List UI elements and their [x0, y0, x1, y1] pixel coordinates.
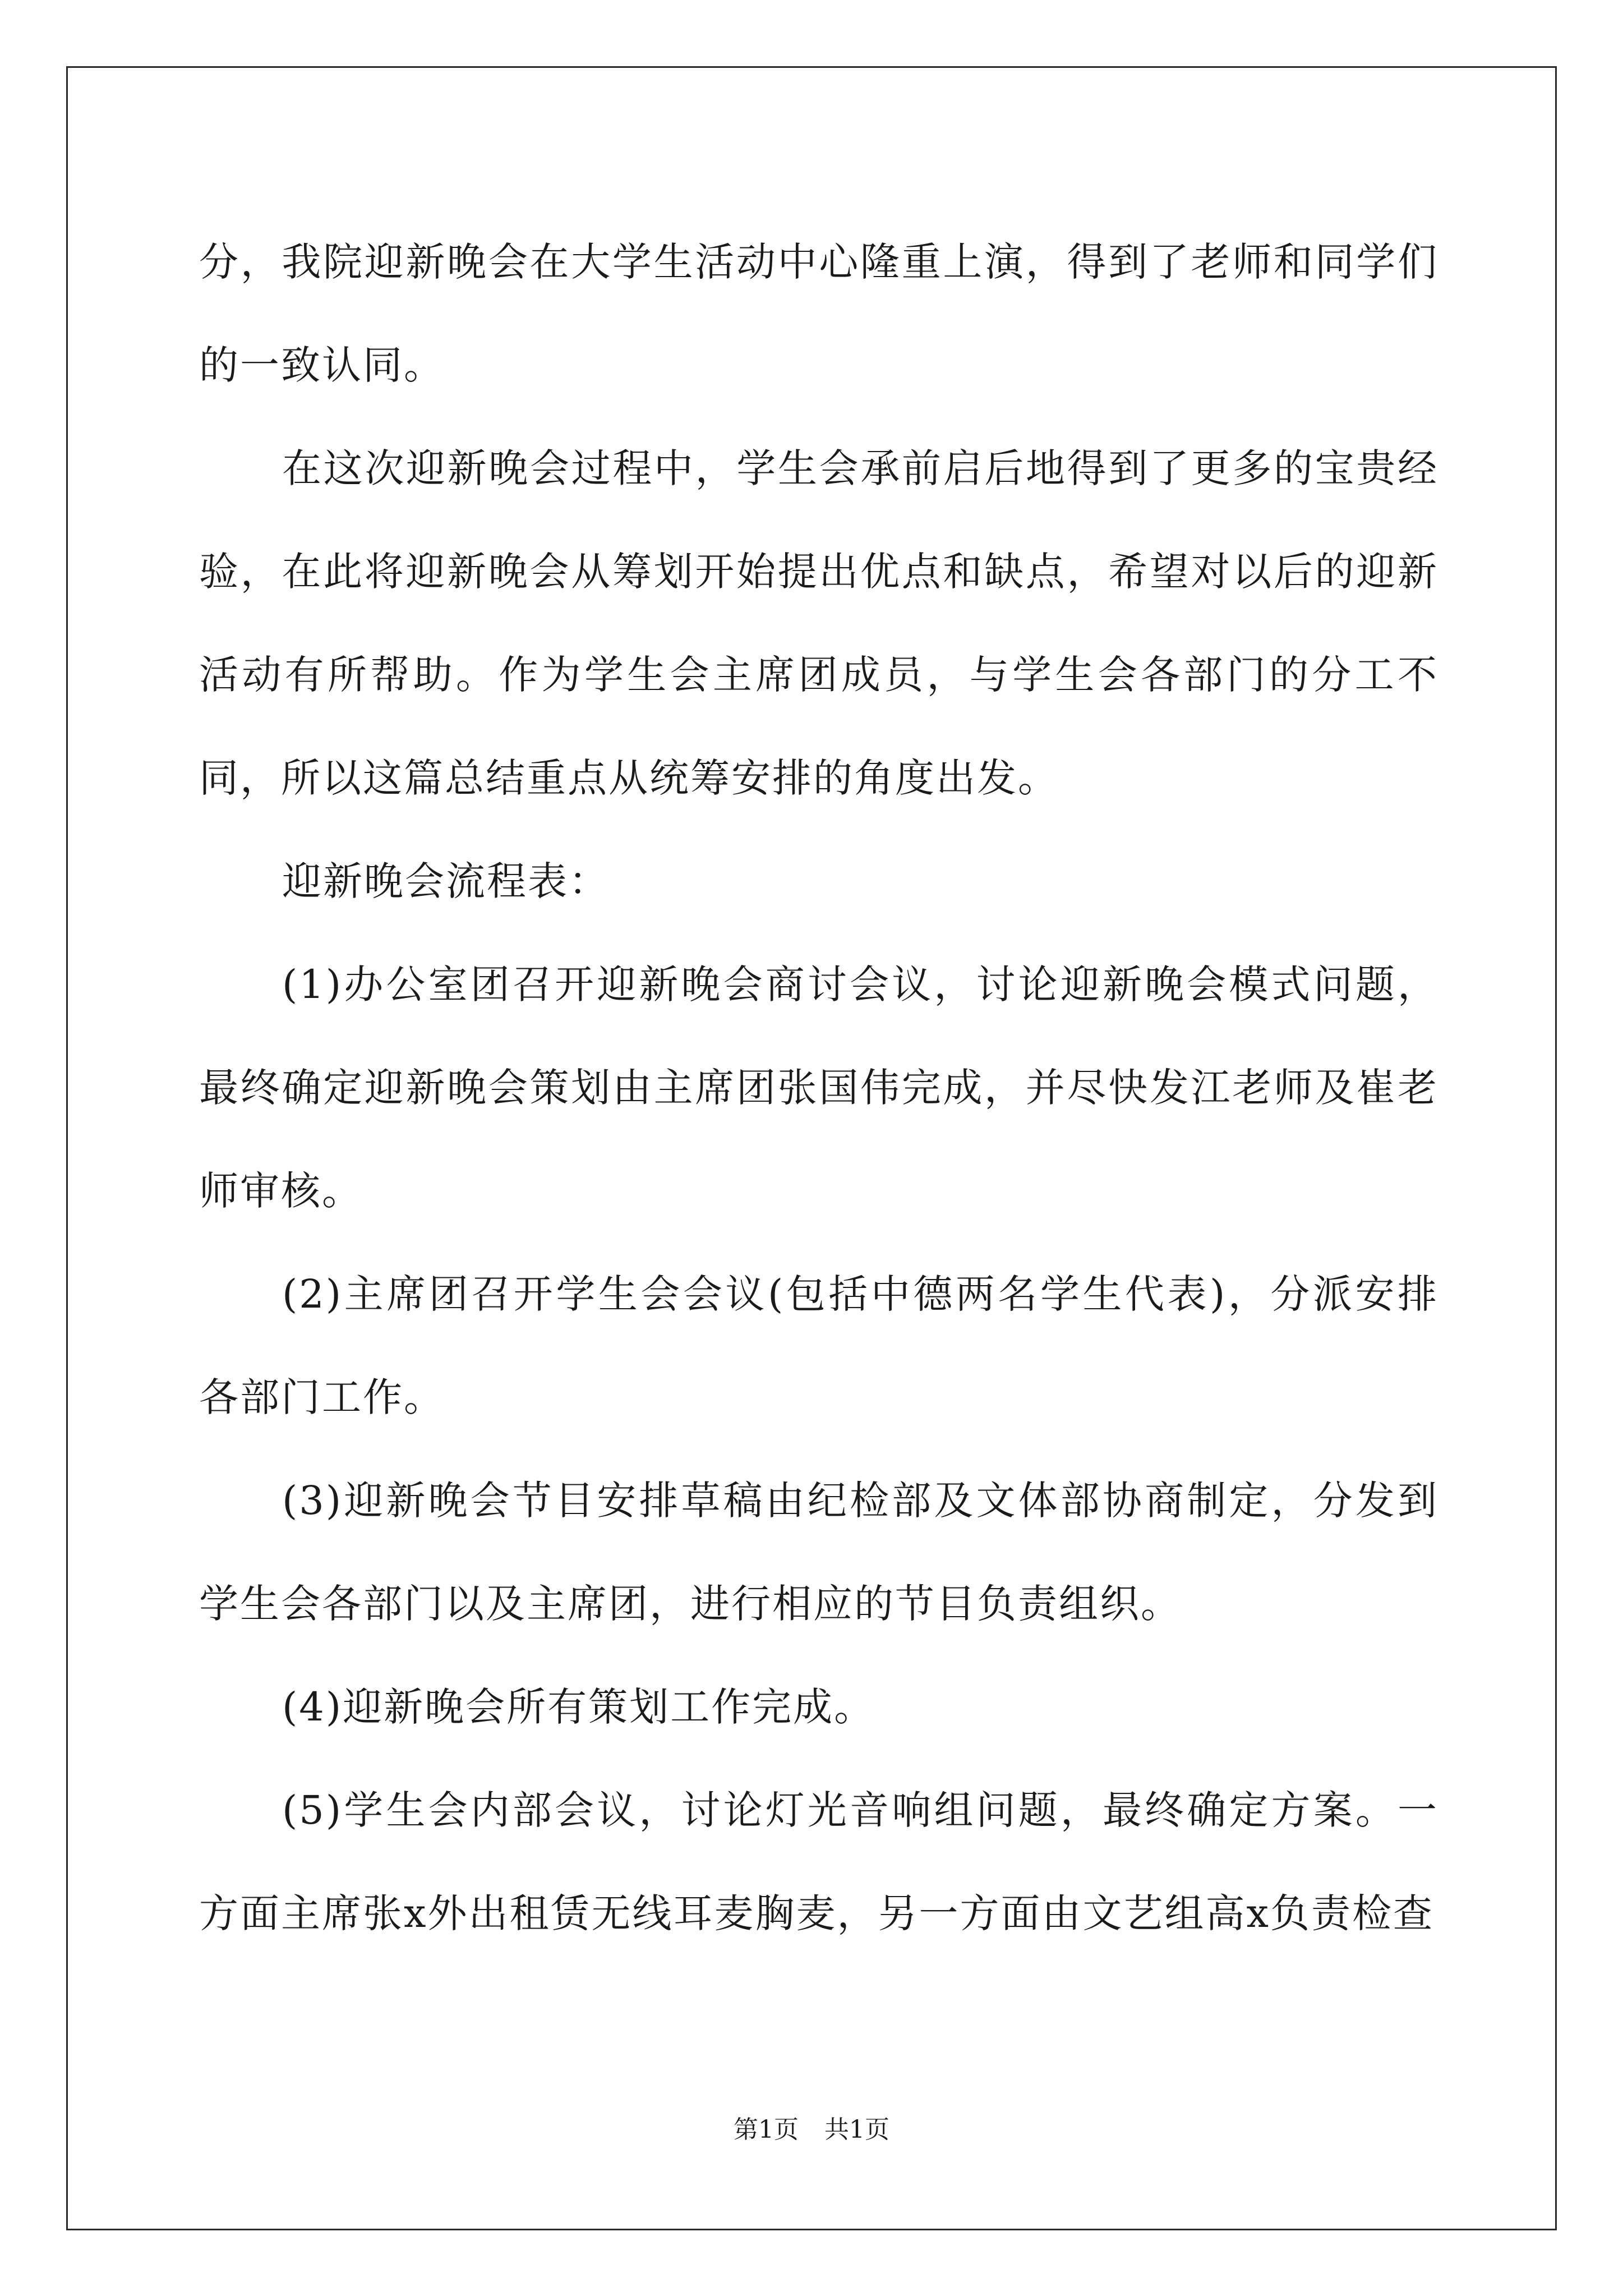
document-body [199, 210, 1438, 1965]
paragraph-6: (3)迎新晚会节目安排草稿由纪检部及文体部协商制定，分发到学生会各部门以及主席团，进行相应的节目负责组织。 [199, 1478, 1438, 1627]
paragraph-3: 迎新晚会流程表： [282, 858, 610, 904]
page-total: 共1页 [824, 2115, 889, 2144]
paragraph-4: (1)办公室团召开迎新晚会商讨会议，讨论迎新晚会模式问题，最终确定迎新晚会策划由主席团张国伟完成，并尽快发江老师及崔老师审核。 [199, 961, 1438, 1214]
page-footer [0, 2109, 1623, 2145]
paragraph-8: (5)学生会内部会议，讨论灯光音响组问题，最终确定方案。一方面主席张x外出租赁无线耳麦胸麦，另一方面由文艺组高x负责检查 [199, 1787, 1438, 1936]
page-number: 第1页 [734, 2115, 799, 2144]
paragraph-2: 在这次迎新晚会过程中，学生会承前启后地得到了更多的宝贵经验，在此将迎新晚会从筹划开始提出优点和缺点，希望对以后的迎新活动有所帮助。作为学生会主席团成员，与学生会各部门的分工不同，所以这篇总结重点从统筹安排的角度出发。 [199, 445, 1438, 801]
paragraph-1: 分，我院迎新晚会在大学生活动中心隆重上演，得到了老师和同学们的一致认同。 [199, 239, 1438, 388]
paragraph-7: (4)迎新晚会所有策划工作完成。 [282, 1684, 875, 1730]
paragraph-5: (2)主席团召开学生会会议(包括中德两名学生代表)，分派安排各部门工作。 [199, 1271, 1438, 1420]
